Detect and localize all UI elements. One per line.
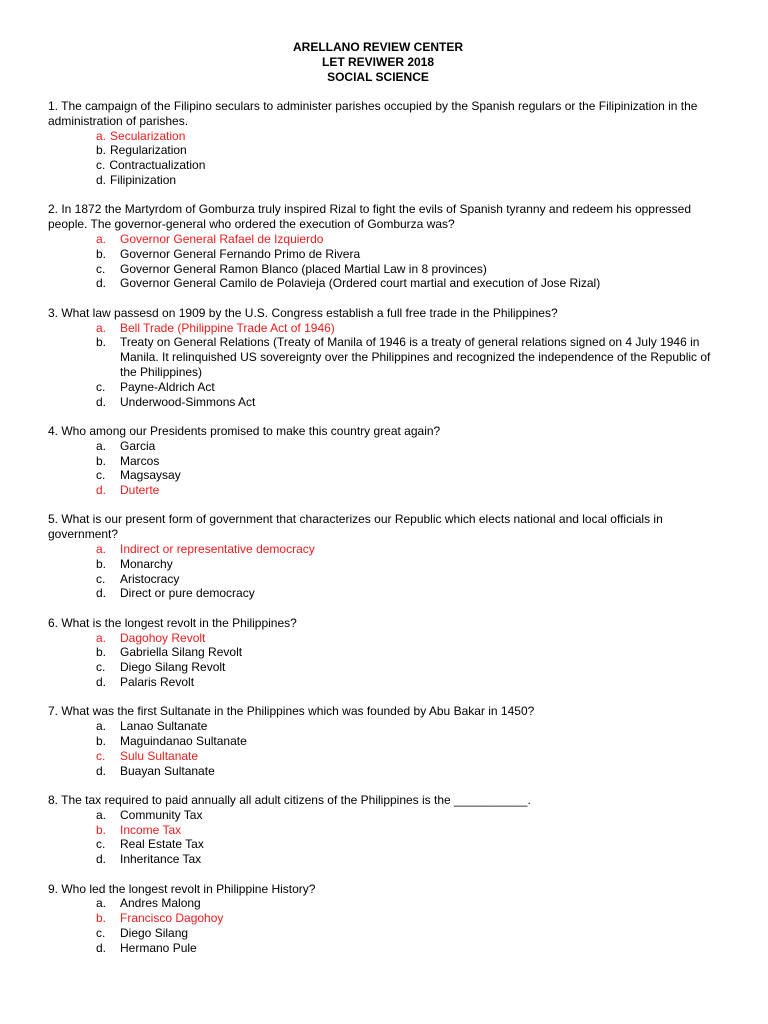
question-text: 5. What is our present form of government that characterizes our Republic which elects national and local officials in government? [48,512,663,542]
option-letter: b. [96,645,107,660]
answer-option [48,734,728,749]
option-text: Indirect or representative democracy [120,542,315,557]
answer-option [48,158,728,173]
option-list [48,439,728,498]
option-letter: a. [96,128,107,143]
answer-option [48,852,728,867]
option-text: Income Tax [120,822,182,837]
option-letter: b. [96,246,107,261]
option-text: Buayan Sultanate [120,763,215,778]
answer-option-correct [48,823,728,838]
option-letter: a. [96,896,107,911]
option-letter: c. [96,837,106,852]
answer-option [48,262,728,277]
question-1 [48,99,728,188]
option-letter: a. [96,320,107,335]
option-text: Contractualization [109,158,206,173]
answer-option [48,896,728,911]
option-text: Filipinization [110,172,177,187]
document-header [28,40,728,84]
header-subject: SOCIAL SCIENCE [327,69,429,84]
option-letter: a. [96,807,107,822]
answer-option [48,808,728,823]
answer-option-correct [48,129,728,144]
question-6 [48,616,728,690]
option-text: Magsaysay [120,468,181,483]
question-9 [48,882,728,956]
answer-option [48,380,728,395]
answer-option [48,675,728,690]
question-text: 1. The campaign of the Filipino seculars to administer parishes occupied by the Spanish regulars or the Filipinization in the administration of parishes. [48,98,698,128]
answer-option [48,586,728,601]
option-text: Diego Silang Revolt [120,660,226,675]
option-letter: a. [96,719,107,734]
option-letter: c. [96,468,106,483]
option-text: Payne-Aldrich Act [120,379,215,394]
option-text: Aristocracy [120,571,180,586]
option-text: Governor General Rafael de Izquierdo [120,231,324,246]
option-text: Bell Trade (Philippine Trade Act of 1946) [120,320,335,335]
question-text: 7. What was the first Sultanate in the Philippines which was founded by Abu Bakar in 1450? [48,704,535,719]
option-letter: b. [96,453,107,468]
option-letter: c. [96,261,106,276]
option-letter: d. [96,852,107,867]
option-text: Secularization [110,128,186,143]
option-text: Direct or pure democracy [120,586,255,601]
option-letter: c. [96,748,106,763]
answer-option-correct [48,321,728,336]
option-letter: b. [96,335,107,350]
answer-option [48,276,728,291]
option-list [48,808,728,867]
answer-option-correct [48,911,728,926]
option-letter: d. [96,675,107,690]
answer-option [48,837,728,852]
question-text: 3. What law passesd on 1909 by the U.S. Congress establish a full free trade in the Philippines? [48,305,558,320]
option-letter: b. [96,911,107,926]
question-text: 4. Who among our Presidents promised to make this country great again? [48,423,441,438]
option-text: Maguindanao Sultanate [120,734,247,749]
option-letter: b. [96,734,107,749]
option-letter: a. [96,542,107,557]
option-letter: c. [96,925,106,940]
option-list [48,232,728,291]
question-text: 8. The tax required to paid annually all adult citizens of the Philippines is the ___________. [48,793,531,808]
question-text: 6. What is the longest revolt in the Philippines? [48,615,297,630]
option-text: Governor General Fernando Primo de Rivera [120,246,361,261]
option-text: Real Estate Tax [120,837,204,852]
option-text: Sulu Sultanate [120,748,199,763]
answer-option-correct [48,631,728,646]
answer-option [48,395,728,410]
answer-option [48,468,728,483]
option-list [48,321,728,410]
option-letter: b. [96,556,107,571]
option-letter: d. [96,940,107,955]
answer-option [48,335,728,379]
option-list [48,542,728,601]
option-text: Community Tax [120,807,203,822]
option-letter: d. [96,394,107,409]
option-letter: d. [96,276,107,291]
option-list [48,129,728,188]
option-letter: d. [96,483,107,498]
option-text: Lanao Sultanate [120,719,208,734]
question-5 [48,512,728,601]
option-letter: a. [96,438,107,453]
answer-option [48,247,728,262]
answer-option [48,764,728,779]
header-title: ARELLANO REVIEW CENTER [292,40,463,54]
option-text: Treaty on General Relations (Treaty of Manila of 1946 is a treaty of general relations signed on 4 July 1946 in Manila. It relinquished US sovereignty over the Philippines and recognized the independence of the Republic of the Philippines) [120,335,711,379]
option-letter: d. [96,172,107,187]
question-list [48,99,728,956]
option-text: Francisco Dagohoy [120,911,224,926]
option-list [48,719,728,778]
question-7 [48,704,728,778]
option-text: Regularization [110,143,187,158]
answer-option [48,660,728,675]
answer-option [48,454,728,469]
option-letter: d. [96,763,107,778]
option-text: Gabriella Silang Revolt [120,645,243,660]
document-page [48,40,728,956]
option-text: Diego Silang [120,925,189,940]
option-letter: b. [96,143,107,158]
option-text: Palaris Revolt [120,675,195,690]
option-letter: b. [96,822,107,837]
answer-option [48,173,728,188]
question-4 [48,424,728,498]
question-text: 2. In 1872 the Martyrdom of Gomburza truly inspired Rizal to fight the evils of Spanish tyranny and redeem his oppressed people. The governor-general who ordered the execution of Gomburza was? [48,202,691,232]
answer-option [48,557,728,572]
answer-option-correct [48,542,728,557]
answer-option-correct [48,749,728,764]
option-text: Underwood-Simmons Act [120,394,256,409]
answer-option [48,572,728,587]
option-letter: c. [96,158,106,173]
answer-option [48,941,728,956]
answer-option [48,143,728,158]
answer-option [48,926,728,941]
option-letter: c. [96,379,106,394]
option-text: Duterte [120,483,160,498]
question-3 [48,306,728,410]
option-text: Hermano Pule [120,940,197,955]
option-text: Governor General Ramon Blanco (placed Martial Law in 8 provinces) [120,261,487,276]
option-text: Inheritance Tax [120,852,202,867]
answer-option-correct [48,483,728,498]
option-letter: c. [96,571,106,586]
answer-option [48,645,728,660]
option-text: Dagohoy Revolt [120,630,206,645]
header-subtitle: LET REVIWER 2018 [321,54,435,69]
answer-option [48,719,728,734]
option-letter: d. [96,586,107,601]
option-letter: a. [96,630,107,645]
option-letter: c. [96,660,106,675]
option-letter: a. [96,231,107,246]
option-text: Marcos [120,453,160,468]
question-8 [48,793,728,867]
option-text: Andres Malong [120,896,201,911]
option-text: Garcia [120,438,156,453]
option-list [48,896,728,955]
answer-option-correct [48,232,728,247]
answer-option [48,439,728,454]
option-list [48,631,728,690]
question-text: 9. Who led the longest revolt in Philippine History? [48,881,316,896]
question-2 [48,202,728,291]
option-text: Governor General Camilo de Polavieja (Ordered court martial and execution of Jose Rizal) [120,276,601,291]
option-text: Monarchy [120,556,173,571]
